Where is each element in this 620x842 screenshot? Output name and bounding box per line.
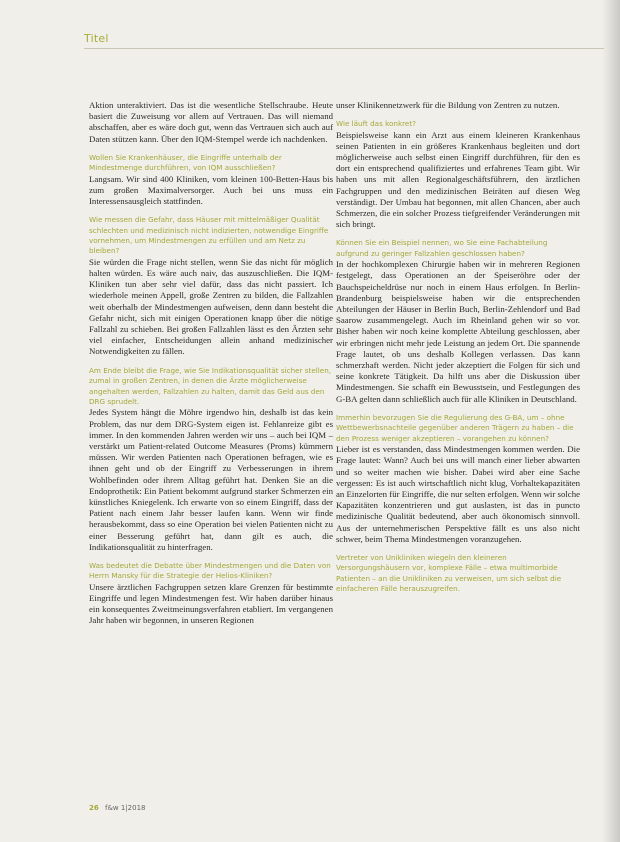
interview-answer: Langsam. Wir sind 400 Kliniken, vom kleinen 100-Betten-Haus bis zum großen Maximalversorger. Auch bei uns muss ein Interessensausgleich stattfinden. <box>89 173 333 207</box>
interview-question: Am Ende bleibt die Frage, wie Sie Indikationsqualität sicher stellen, zumal in großen Zentren, in denen die Ärzte möglicherweise angehalten werden, Fallzahlen zu halten, damit das Geld aus den DRG sprudelt. <box>89 365 332 406</box>
page-edge-shadow <box>602 0 620 842</box>
left-text-column <box>89 100 333 635</box>
interview-question: Immerhin bevorzugen Sie die Regulierung des G-BA, um – ohne Wettbewerbsnachteile gegenüber anderen Trägern zu haben – die den Prozess weniger akzeptieren – vorangehen zu können? <box>336 412 574 443</box>
interview-question: Wollen Sie Krankenhäuser, die Eingriffe unterhalb der Mindestmenge durchführen, von IQM ausschließen? <box>89 152 282 173</box>
interview-answer: Aktion unteraktiviert. Das ist die wesentliche Stellschraube. Heute basiert die Zuweisung vor allem auf Vertrauen. Das will niemand abschaffen, aber es wäre doch gut, wenn das Vertrauen sich auch auf Daten stützen kann. Über den IQM-Stempel werde ich nachdenken. <box>89 100 333 144</box>
interview-answer: In der hochkomplexen Chirurgie haben wir in mehreren Regionen festgelegt, dass Operationen an der Speiseröhre oder der Bauchspeicheldrüse nur noch in einem Haus erfolgen. In Berlin-Brandenburg beispielsweise haben wir die entsprechenden Abteilungen der Häuser in Berlin Buch, Berlin-Zehlendorf und Bad Saarow zusammengelegt. Auch im Rheinland gehen wir so vor. Bisher haben wir noch keine komplette Abteilung geschlossen, aber wir erbringen nicht mehr jede Leistung an jedem Ort. Die spannende Frage lautet, ob uns deshalb Kollegen verlassen. Das kann schmerzhaft werden. Nicht jeder akzeptiert die Folgen für sich und seine konkrete Tätigkeit. Da hilft uns aber die Diskussion über Mindestmengen. Sie schafft ein Bewusstsein, und Festlegungen des G-BA gelten dann schließlich auch für alle Kliniken in Deutschland. <box>336 259 580 404</box>
interview-answer: Unsere ärztlichen Fachgruppen setzen klare Grenzen für bestimmte Eingriffe und legen Mindestmengen fest. Wir haben darüber hinaus ein konsequentes Zweitmeinungsverfahren etabliert. Im vergangenen Jahr haben wir begonnen, in unseren Regionen <box>89 581 333 626</box>
header-divider <box>84 48 604 49</box>
interview-question: Wie messen die Gefahr, dass Häuser mit mittelmäßiger Qualität schlechten und medizinisch nicht indizierten, notwendige Eingriffe vornehmen, um Mindestmengen zu erfüllen und am Netz zu bleiben? <box>89 215 329 256</box>
interview-answer: Lieber ist es verstanden, dass Mindestmengen kommen werden. Die Frage lautet: Wann? Auch bei uns will manch einer lieber abwarten und so weiter machen wie bisher. Dabei wird aber eine Sache vergessen: Es ist auch wirtschaftlich nicht klug, Vorhaltekapazitäten an Einzelorten für Eingriffe, die nur selten erfolgen. Wenn wir solche Kapazitäten konzentrieren und gut auslasten, ist das in puncto medizinische Qualität bedeutend, aber auch ökonomisch sinnvoll. Aus der unternehmerischen Perspektive fällt es uns also nicht schwer, beim Thema Mindestmengen voranzugehen. <box>336 444 580 544</box>
interview-answer: unser Klinikennetzwerk für die Bildung von Zentren zu nutzen. <box>336 100 560 110</box>
right-text-column <box>336 100 580 595</box>
interview-answer: Beispielsweise kann ein Arzt aus einem kleineren Krankenhaus seinen Patienten in ein größeres Krankenhaus begleiten und dort möglicherweise auch selbst einen Eingriff durchführen, für den es dort ein entsprechend qualifiziertes und erfahrenes Team gibt. Wir haben uns mit allen Regionalgeschäftsführern, den ärztlichen Fachgruppen und den medizinischen Beiräten auf diesen Weg verständigt. Der Umbau hat begonnen, mit allen Chancen, aber auch Schmerzen, die ein solcher Prozess tiefgreifender Veränderungen mit sich bringt. <box>336 129 580 230</box>
interview-question: Können Sie ein Beispiel nennen, wo Sie eine Fachabteilung aufgrund zu geringer Fallzahlen geschlossen haben? <box>336 238 548 258</box>
issue-label: f&w 1|2018 <box>104 804 146 812</box>
page-number: 26 <box>89 804 99 812</box>
interview-answer: Sie würden die Frage nicht stellen, wenn Sie das nicht für möglich halten würden. Es wäre auch naiv, das auszuschließen. Die IQM-Kliniken tun aber sehr viel dafür, dass das nicht passiert. Ich wiederhole meinen Appell, große Zentren zu bilden, die Fallzahlen weit oberhalb der Mindestmengen aufweisen, denn dann besteht die Gefahr nicht, sich mit einigen Operationen knapp über die nötige Fallzahl zu schieben. Bei großen Fallzahlen lässt es den Ärzten sehr viel einfacher, Entscheidungen allein anhand medizinischer Notwendigkeiten zu fällen. <box>89 256 333 357</box>
section-title: Titel <box>84 32 109 45</box>
interview-question: Was bedeutet die Debatte über Mindestmengen und die Daten von Herrn Mansky für die Strategie der Helios-Kliniken? <box>89 560 331 581</box>
interview-question: Vertreter von Unikliniken wiegeln den kleineren Versorgungshäusern vor, komplexe Fälle – etwa multimorbide Patienten – an die Unikliniken zu verweisen, um sich selbst die einfacheren Fälle herauszugreifen. <box>336 552 562 594</box>
page-footer <box>89 804 145 812</box>
interview-answer: Jedes System hängt die Möhre irgendwo hin, deshalb ist das kein Problem, das nur dem DRG-System eigen ist. Fehlanreize gibt es immer. In den kommenden Jahren werden wir uns – auch bei IQM – verstärkt um Patient-related Outcome Measures (Proms) kümmern müssen. Wir werden Patienten nach Operationen befragen, wie es ihnen geht und ob der Eingriff zu Verbesserungen in ihrem Wohlbefinden oder ihrem Alltag geführt hat. Denken Sie an die Endoprothetik: Ein Patient bekommt aufgrund starker Schmerzen ein künstliches Kniegelenk. Ich erwarte von so einem Eingriff, dass der Patient nach einem Jahr besser laufen kann. Wenn wir finde herausbekommt, dass so eine Operation bei vielen Patienten nicht zu einer Besserung geführt hat, dann gilt es auch, die Indikationsqualität zu hinterfragen. <box>89 407 333 552</box>
interview-question: Wie läuft das konkret? <box>336 119 416 129</box>
